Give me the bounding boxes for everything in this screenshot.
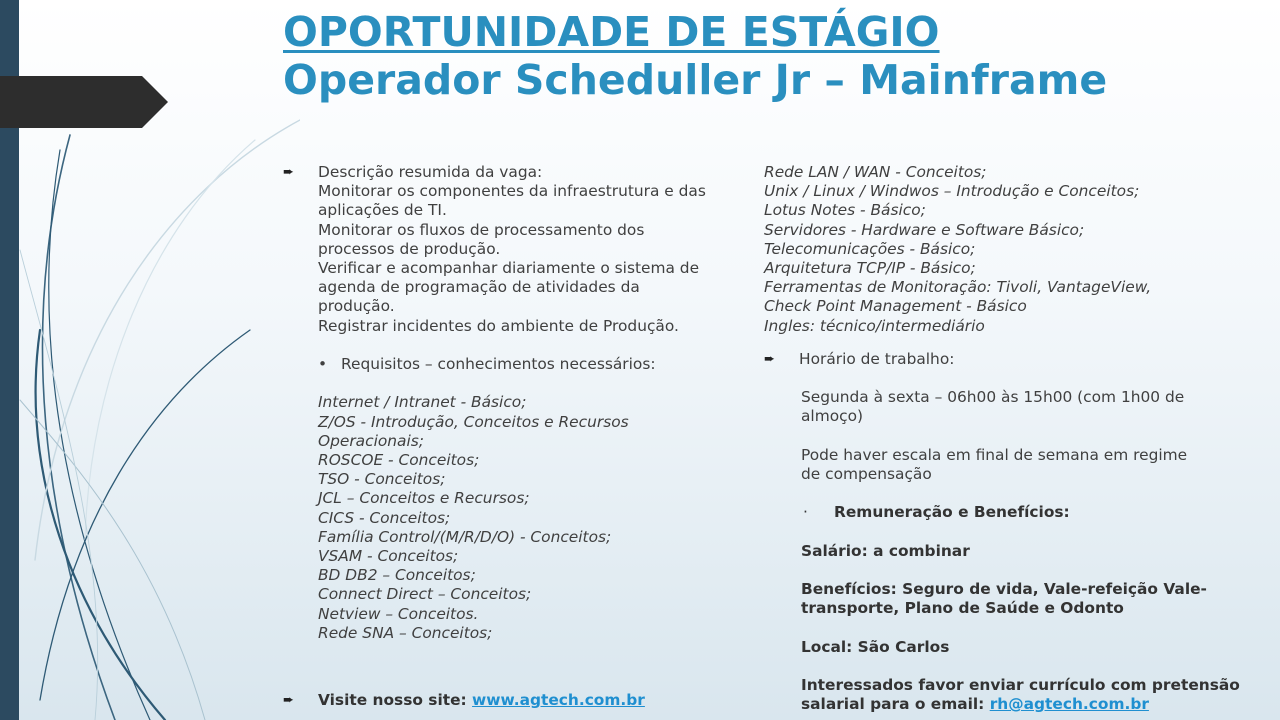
content-column-left: [283, 163, 723, 710]
requirement-item: BD DB2 – Conceitos;: [318, 566, 476, 585]
content-column-right: [764, 163, 1244, 715]
benefits-heading-row: [801, 503, 1244, 522]
requirement-item: Unix / Linux / Windwos – Introdução e Conceitos;: [764, 182, 1140, 201]
dot-bullet-icon: ·: [803, 503, 808, 522]
description-line: Registrar incidentes do ambiente de Produção.: [318, 316, 679, 335]
description-line: agenda de programação de atividades da: [318, 278, 640, 297]
description-line: Monitorar os fluxos de processamento dos: [318, 220, 645, 239]
requirement-item: JCL – Conceitos e Recursos;: [318, 489, 530, 508]
email-link[interactable]: rh@agtech.com.br: [989, 695, 1149, 714]
requirement-item: Operacionais;: [318, 431, 424, 450]
hours-block: [764, 388, 1244, 714]
requirement-item: Telecomunicações - Básico;: [764, 239, 976, 258]
requirement-item: Arquitetura TCP/IP - Básico;: [764, 259, 976, 278]
hours-line: Segunda à sexta – 06h00 às 15h00 (com 1h00 de: [801, 388, 1185, 407]
arrow-bullet-icon: ➨: [283, 165, 294, 180]
description-line: Monitorar os componentes da infraestrutura e das: [318, 182, 706, 201]
apply-line-2: [801, 695, 1244, 714]
requirements-heading-row: [283, 355, 723, 374]
site-row: [283, 691, 723, 710]
description-section: [283, 163, 723, 336]
benefits-line: Benefícios: Seguro de vida, Vale-refeição Vale-: [801, 580, 1207, 599]
hours-heading-row: [764, 350, 1244, 369]
requirements-list: [283, 393, 723, 643]
arrow-bullet-icon: ➨: [764, 351, 775, 367]
title-line-1: OPORTUNIDADE DE ESTÁGIO: [283, 8, 940, 56]
requirement-item: Lotus Notes - Básico;: [764, 201, 926, 220]
salary-line: Salário: a combinar: [801, 541, 970, 560]
apply-line: Interessados favor enviar currículo com pretensão: [801, 676, 1240, 695]
hours-heading: Horário de trabalho:: [799, 349, 955, 368]
description-line: produção.: [318, 297, 395, 316]
requirement-item: Check Point Management - Básico: [764, 297, 1027, 316]
apply-text: salarial para o email:: [801, 695, 985, 714]
requirement-item: TSO - Conceitos;: [318, 470, 446, 489]
title-line-2: Operador Scheduller Jr – Mainframe: [283, 56, 1108, 104]
arrow-tab-shape: [0, 76, 168, 128]
slide-title: [283, 8, 1107, 104]
requirement-item: Internet / Intranet - Básico;: [318, 393, 527, 412]
requirement-item: Servidores - Hardware e Software Básico;: [764, 220, 1085, 239]
description-line: aplicações de TI.: [318, 201, 447, 220]
requirement-item: Z/OS - Introdução, Conceitos e Recursos: [318, 412, 629, 431]
requirement-item: CICS - Conceitos;: [318, 508, 451, 527]
description-line: Verificar e acompanhar diariamente o sistema de: [318, 259, 700, 278]
benefits-line: transporte, Plano de Saúde e Odonto: [801, 599, 1124, 618]
site-label: Visite nosso site:: [318, 691, 467, 710]
requirement-item: Família Control/(M/R/D/O) - Conceitos;: [318, 527, 612, 546]
weekend-line: de compensação: [801, 465, 932, 484]
dot-bullet-icon: •: [318, 355, 328, 374]
requirement-item: Netview – Conceitos.: [318, 604, 479, 623]
benefits-heading: Remuneração e Benefícios:: [834, 503, 1070, 522]
location-line: Local: São Carlos: [801, 637, 950, 656]
arrow-bullet-icon: ➨: [283, 693, 294, 709]
hours-line: almoço): [801, 407, 863, 426]
requirement-item: Ferramentas de Monitoração: Tivoli, VantageView,: [764, 278, 1152, 297]
requirement-item: Rede LAN / WAN - Conceitos;: [764, 163, 987, 181]
requirement-item: Rede SNA – Conceitos;: [318, 623, 493, 642]
weekend-line: Pode haver escala em final de semana em regime: [801, 445, 1188, 464]
requirements-list-continued: [764, 163, 1244, 336]
requirement-item: ROSCOE - Conceitos;: [318, 451, 480, 470]
requirement-item: VSAM - Conceitos;: [318, 547, 459, 566]
description-heading: Descrição resumida da vaga:: [318, 163, 543, 181]
site-link[interactable]: www.agtech.com.br: [472, 691, 645, 710]
requirements-heading: Requisitos – conhecimentos necessários:: [341, 355, 656, 374]
requirement-item: Ingles: técnico/intermediário: [764, 316, 985, 335]
description-line: processos de produção.: [318, 239, 501, 258]
requirement-item: Connect Direct – Conceitos;: [318, 585, 532, 604]
